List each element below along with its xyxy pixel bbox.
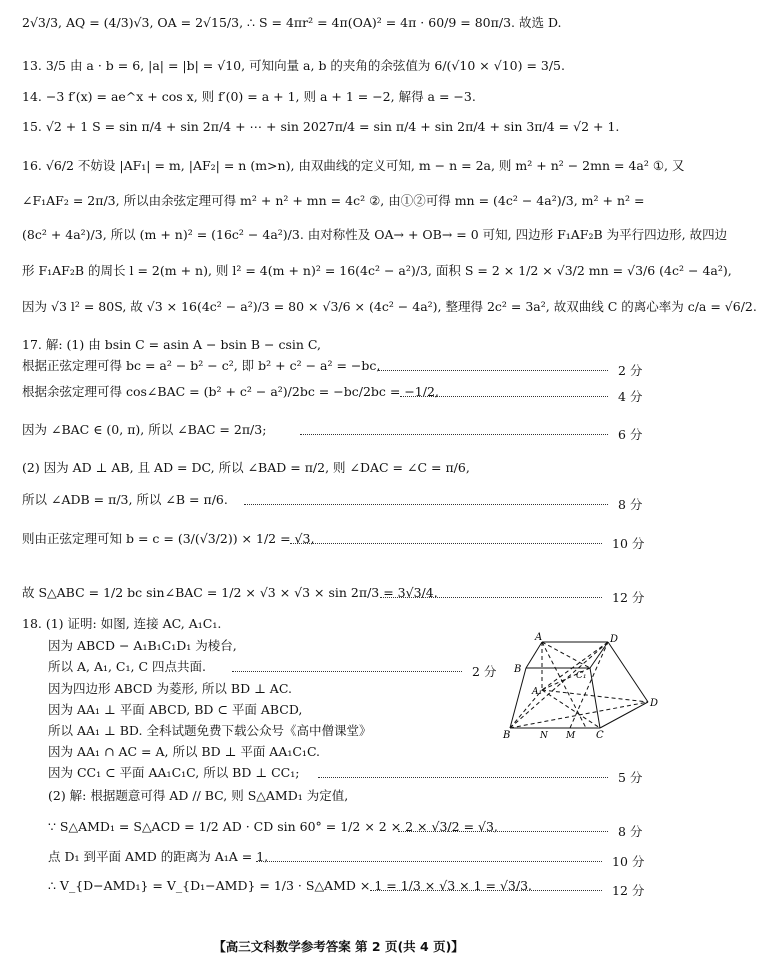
score-label: 10 分 — [612, 854, 645, 869]
line-q18-e: 因为 AA₁ ⊥ 平面 ABCD, BD ⊂ 平面 ABCD, — [48, 702, 303, 717]
line-q12-end: 2√3/3, AQ = (4/3)√3, OA = 2√15/3, ∴ S = 4πr² = 4π(OA)² = 4π · 60/9 = 80π/3. 故选 D. — [22, 15, 562, 30]
score-label: 2 分 — [472, 664, 497, 679]
line-q13: 13. 3/5 由 a · b = 6, |a| = |b| = √10, 可知向量 a, b 的夹角的余弦值为 6/(√10 × √10) = 3/5. — [22, 58, 565, 73]
point-label-b: B — [514, 664, 522, 675]
line-q18-l: ∴ V_{D−AMD₁} = V_{D₁−AMD} = 1/3 · S△AMD × 1 = 1/3 × √3 × 1 = √3/3. — [48, 878, 533, 893]
leader-dots — [232, 671, 462, 672]
score-label: 4 分 — [618, 389, 643, 404]
score-label: 2 分 — [618, 363, 643, 378]
line-q17-f: 所以 ∠ADB = π/3, 所以 ∠B = π/6. — [22, 492, 228, 507]
score-label: 8 分 — [618, 497, 643, 512]
point-label-c1: C₁ — [576, 671, 587, 681]
leader-dots — [244, 504, 608, 505]
line-q14: 14. −3 f′(x) = ae^x + cos x, 则 f′(0) = a + 1, 则 a + 1 = −2, 解得 a = −3. — [22, 89, 476, 104]
line-q18-b: 因为 ABCD − A₁B₁C₁D₁ 为棱台, — [48, 638, 237, 653]
leader-dots — [398, 831, 608, 832]
point-label-d1: D — [650, 698, 659, 709]
line-q18-f: 所以 AA₁ ⊥ BD. 全科试题免费下载公众号《高中僧课堂》 — [48, 723, 372, 738]
line-q16-a: 16. √6/2 不妨设 |AF₁| = m, |AF₂| = n (m>n), 由双曲线的定义可知, m − n = 2a, 则 m² + n² − 2mn = 4a² ①, 又 — [22, 158, 685, 173]
score-label: 10 分 — [612, 536, 645, 551]
point-label-n: N — [540, 731, 548, 741]
point-label-m: M — [566, 731, 576, 741]
leader-dots — [380, 597, 602, 598]
line-q17-e: (2) 因为 AD ⊥ AB, 且 AD = DC, 所以 ∠BAD = π/2, 则 ∠DAC = ∠C = π/6, — [22, 460, 470, 475]
leader-dots — [290, 543, 602, 544]
point-label-a: A — [535, 632, 543, 643]
line-q18-d: 因为四边形 ABCD 为菱形, 所以 BD ⊥ AC. — [48, 681, 292, 696]
score-label: 12 分 — [612, 590, 645, 605]
line-q16-e: 因为 √3 l² = 80S, 故 √3 × 16(4c² − a²)/3 = 80 × √3/6 × (4c² − 4a²), 整理得 2c² = 3a², 故双曲线 C 的离心率为 c/a = √6/2. — [22, 299, 757, 314]
leader-dots — [318, 777, 608, 778]
line-q18-g: 因为 AA₁ ∩ AC = A, 所以 BD ⊥ 平面 AA₁C₁C. — [48, 744, 321, 759]
score-label: 6 分 — [618, 427, 643, 442]
line-q17-g: 则由正弦定理可知 b = c = (3/(√3/2)) × 1/2 = √3, — [22, 531, 315, 546]
page-footer: 【高三文科数学参考答案 第 2 页(共 4 页)】 — [213, 939, 464, 954]
line-q16-d: 形 F₁AF₂B 的周长 l = 2(m + n), 则 l² = 4(m + n)² = 16(4c² − a²)/3, 面积 S = 2 × 1/2 × √3/2 mn = √3/6 (4c² − 4a²), — [22, 263, 732, 278]
line-q16-b: ∠F₁AF₂ = 2π/3, 所以由余弦定理可得 m² + n² + mn = 4c² ②, 由①②可得 mn = (4c² − 4a²)/3, m² + n² = — [22, 193, 645, 208]
frustum-figure — [500, 632, 660, 742]
score-label: 5 分 — [618, 770, 643, 785]
line-q17-d: 因为 ∠BAC ∈ (0, π), 所以 ∠BAC = 2π/3; — [22, 422, 267, 437]
line-q18-h: 因为 CC₁ ⊂ 平面 AA₁C₁C, 所以 BD ⊥ CC₁; — [48, 765, 300, 780]
leader-dots — [300, 434, 608, 435]
leader-dots — [256, 861, 602, 862]
line-q18-i: (2) 解: 根据题意可得 AD // BC, 则 S△AMD₁ 为定值, — [48, 788, 349, 803]
point-label-a1: A₁ — [532, 687, 543, 697]
score-label: 8 分 — [618, 824, 643, 839]
line-q17-h: 故 S△ABC = 1/2 bc sin∠BAC = 1/2 × √3 × √3 × sin 2π/3 = 3√3/4. — [22, 585, 438, 600]
leader-dots — [400, 396, 608, 397]
line-q17-a: 17. 解: (1) 由 bsin C = asin A − bsin B − csin C, — [22, 337, 322, 352]
line-q18-c: 所以 A, A₁, C₁, C 四点共面. — [48, 659, 206, 674]
line-q18-j: ∵ S△AMD₁ = S△ACD = 1/2 AD · CD sin 60° = 1/2 × 2 × 2 × √3/2 = √3, — [48, 819, 498, 834]
point-label-c: C — [596, 730, 604, 741]
leader-dots — [370, 890, 602, 891]
point-label-b1: B — [503, 730, 511, 741]
point-label-d: D — [610, 634, 619, 645]
line-q16-c: (8c² + 4a²)/3, 所以 (m + n)² = (16c² − 4a²)/3. 由对称性及 OA→ + OB→ = 0 可知, 四边形 F₁AF₂B 为平行四边形, 故四边 — [22, 227, 728, 242]
line-q18-k: 点 D₁ 到平面 AMD 的距离为 A₁A = 1, — [48, 849, 269, 864]
line-q18-a: 18. (1) 证明: 如图, 连接 AC, A₁C₁. — [22, 616, 222, 631]
score-label: 12 分 — [612, 883, 645, 898]
line-q15: 15. √2 + 1 S = sin π/4 + sin 2π/4 + ⋯ + sin 2027π/4 = sin π/4 + sin 2π/4 + sin 3π/4 = √2 + 1. — [22, 119, 620, 134]
line-q17-c: 根据余弦定理可得 cos∠BAC = (b² + c² − a²)/2bc = −bc/2bc = −1/2, — [22, 384, 439, 399]
leader-dots — [378, 370, 608, 371]
line-q17-b: 根据正弦定理可得 bc = a² − b² − c², 即 b² + c² − a² = −bc, — [22, 358, 381, 373]
